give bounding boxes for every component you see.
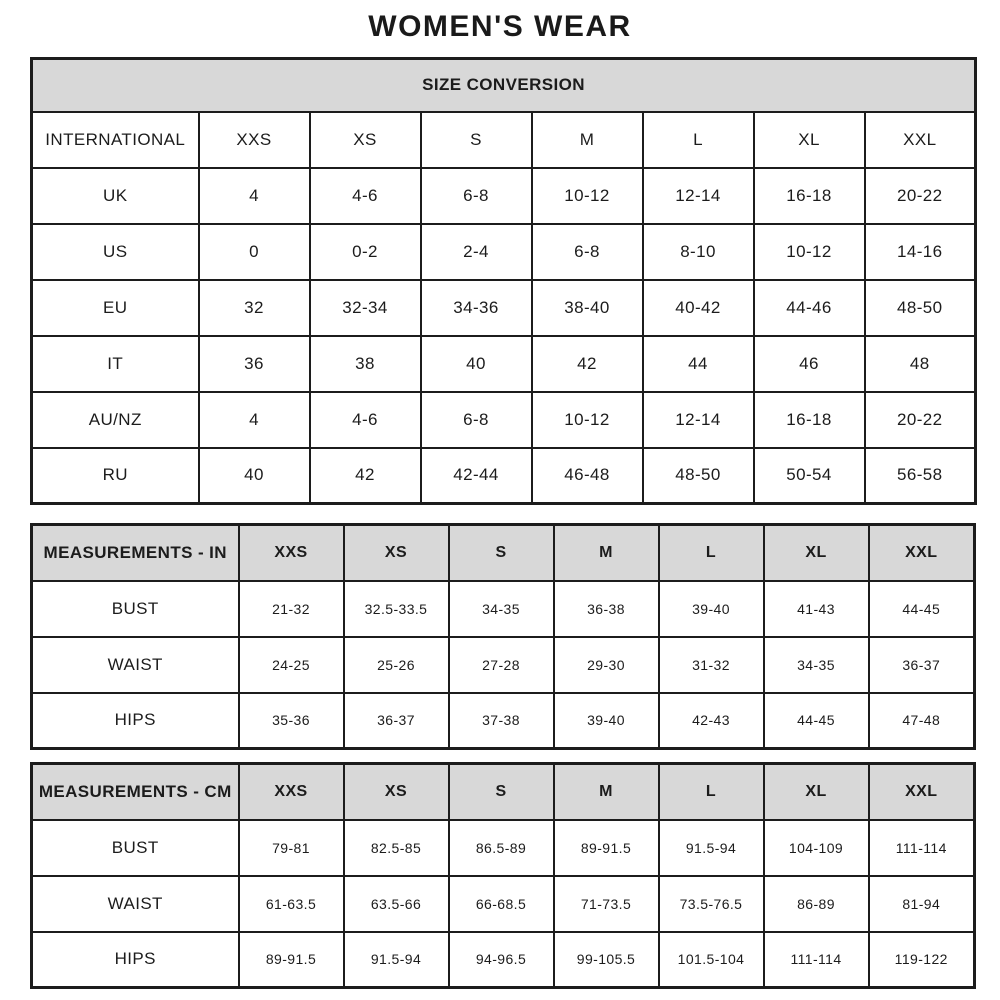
size-cell: 34-36 (421, 280, 532, 336)
measurements-in-title: MEASUREMENTS - IN (32, 525, 239, 581)
measurement-cell: 86.5-89 (449, 820, 554, 876)
measurement-cell: 66-68.5 (449, 876, 554, 932)
size-cell: 46-48 (532, 448, 643, 504)
row-label: BUST (32, 820, 239, 876)
measurement-cell: 99-105.5 (554, 932, 659, 988)
column-header-xxs: XXS (239, 525, 344, 581)
row-label: WAIST (32, 876, 239, 932)
measurement-cell: 63.5-66 (344, 876, 449, 932)
size-cell: 6-8 (421, 168, 532, 224)
table-row-waist (32, 637, 975, 693)
size-cell: 42 (532, 336, 643, 392)
table-row-it (32, 336, 976, 392)
measurement-cell: 36-37 (869, 637, 975, 693)
measurements-cm-title: MEASUREMENTS - CM (32, 764, 239, 820)
measurement-cell: 35-36 (239, 693, 344, 749)
size-cell: 32-34 (310, 280, 421, 336)
measurement-cell: 34-35 (449, 581, 554, 637)
column-header-xl: XL (764, 525, 869, 581)
table-row-uk (32, 168, 976, 224)
column-header-s: S (449, 764, 554, 820)
measurement-cell: 104-109 (764, 820, 869, 876)
size-cell: 48-50 (865, 280, 976, 336)
measurement-cell: 111-114 (869, 820, 975, 876)
table-header-row (32, 112, 976, 168)
measurement-cell: 82.5-85 (344, 820, 449, 876)
column-header-m: M (554, 525, 659, 581)
size-cell: 10-12 (532, 168, 643, 224)
column-header-xxl: XXL (869, 764, 975, 820)
column-header-xs: XS (344, 525, 449, 581)
size-cell: 40-42 (643, 280, 754, 336)
row-label: HIPS (32, 693, 239, 749)
size-cell: 0-2 (310, 224, 421, 280)
row-label: HIPS (32, 932, 239, 988)
column-header-s: S (449, 525, 554, 581)
size-cell: 10-12 (532, 392, 643, 448)
size-cell: 14-16 (865, 224, 976, 280)
row-label: IT (32, 336, 199, 392)
size-cell: 44-46 (754, 280, 865, 336)
size-cell: 4-6 (310, 168, 421, 224)
row-label: US (32, 224, 199, 280)
measurement-cell: 34-35 (764, 637, 869, 693)
measurement-cell: 79-81 (239, 820, 344, 876)
size-cell: 50-54 (754, 448, 865, 504)
measurement-cell: 71-73.5 (554, 876, 659, 932)
measurement-cell: 32.5-33.5 (344, 581, 449, 637)
column-header-m: M (554, 764, 659, 820)
table-row-hips (32, 693, 975, 749)
size-cell: 44 (643, 336, 754, 392)
measurement-cell: 21-32 (239, 581, 344, 637)
column-header-xs: XS (310, 112, 421, 168)
size-cell: 16-18 (754, 392, 865, 448)
measurement-cell: 111-114 (764, 932, 869, 988)
size-cell: 4-6 (310, 392, 421, 448)
size-cell: 10-12 (754, 224, 865, 280)
size-cell: 38-40 (532, 280, 643, 336)
row-label: UK (32, 168, 199, 224)
size-cell: 16-18 (754, 168, 865, 224)
column-header-international: INTERNATIONAL (32, 112, 199, 168)
size-conversion-banner: SIZE CONVERSION (32, 59, 976, 112)
size-cell: 42 (310, 448, 421, 504)
page-title: WOMEN'S WEAR (368, 10, 632, 43)
size-cell: 6-8 (532, 224, 643, 280)
row-label: BUST (32, 581, 239, 637)
size-cell: 4 (199, 392, 310, 448)
table-row-bust (32, 820, 975, 876)
table-header-row (32, 525, 975, 581)
size-cell: 20-22 (865, 168, 976, 224)
measurements-in-table (30, 523, 976, 750)
row-label: RU (32, 448, 199, 504)
measurement-cell: 91.5-94 (659, 820, 764, 876)
measurement-cell: 39-40 (554, 693, 659, 749)
measurement-cell: 25-26 (344, 637, 449, 693)
size-cell: 40 (421, 336, 532, 392)
measurement-cell: 44-45 (869, 581, 975, 637)
measurement-cell: 37-38 (449, 693, 554, 749)
measurement-cell: 44-45 (764, 693, 869, 749)
measurement-cell: 47-48 (869, 693, 975, 749)
size-cell: 6-8 (421, 392, 532, 448)
measurement-cell: 61-63.5 (239, 876, 344, 932)
measurement-cell: 94-96.5 (449, 932, 554, 988)
size-cell: 20-22 (865, 392, 976, 448)
measurement-cell: 42-43 (659, 693, 764, 749)
column-header-xxl: XXL (869, 525, 975, 581)
table-header-row (32, 764, 975, 820)
size-cell: 12-14 (643, 168, 754, 224)
column-header-xxs: XXS (199, 112, 310, 168)
size-cell: 2-4 (421, 224, 532, 280)
size-cell: 36 (199, 336, 310, 392)
table-row-hips (32, 932, 975, 988)
table-row-ru (32, 448, 976, 504)
measurement-cell: 29-30 (554, 637, 659, 693)
row-label: EU (32, 280, 199, 336)
measurement-cell: 36-37 (344, 693, 449, 749)
size-cell: 0 (199, 224, 310, 280)
column-header-l: L (659, 525, 764, 581)
measurement-cell: 41-43 (764, 581, 869, 637)
size-cell: 46 (754, 336, 865, 392)
measurement-cell: 39-40 (659, 581, 764, 637)
measurement-cell: 81-94 (869, 876, 975, 932)
size-cell: 32 (199, 280, 310, 336)
measurement-cell: 101.5-104 (659, 932, 764, 988)
table-row-eu (32, 280, 976, 336)
column-header-xl: XL (764, 764, 869, 820)
column-header-l: L (659, 764, 764, 820)
table-row-us (32, 224, 976, 280)
size-cell: 56-58 (865, 448, 976, 504)
table-row-aunz (32, 392, 976, 448)
column-header-s: S (421, 112, 532, 168)
size-conversion-table (30, 57, 977, 505)
column-header-xl: XL (754, 112, 865, 168)
measurement-cell: 27-28 (449, 637, 554, 693)
size-cell: 38 (310, 336, 421, 392)
measurement-cell: 89-91.5 (554, 820, 659, 876)
measurement-cell: 24-25 (239, 637, 344, 693)
column-header-l: L (643, 112, 754, 168)
column-header-xxl: XXL (865, 112, 976, 168)
measurement-cell: 31-32 (659, 637, 764, 693)
measurement-cell: 89-91.5 (239, 932, 344, 988)
measurement-cell: 36-38 (554, 581, 659, 637)
size-cell: 48 (865, 336, 976, 392)
measurements-cm-table (30, 762, 976, 989)
measurement-cell: 119-122 (869, 932, 975, 988)
size-cell: 40 (199, 448, 310, 504)
column-header-xs: XS (344, 764, 449, 820)
column-header-m: M (532, 112, 643, 168)
size-cell: 42-44 (421, 448, 532, 504)
size-cell: 48-50 (643, 448, 754, 504)
measurement-cell: 73.5-76.5 (659, 876, 764, 932)
row-label: WAIST (32, 637, 239, 693)
table-row-waist (32, 876, 975, 932)
size-cell: 8-10 (643, 224, 754, 280)
row-label: AU/NZ (32, 392, 199, 448)
size-cell: 12-14 (643, 392, 754, 448)
table-row-bust (32, 581, 975, 637)
size-cell: 4 (199, 168, 310, 224)
measurement-cell: 86-89 (764, 876, 869, 932)
measurement-cell: 91.5-94 (344, 932, 449, 988)
table-row (32, 59, 976, 112)
column-header-xxs: XXS (239, 764, 344, 820)
